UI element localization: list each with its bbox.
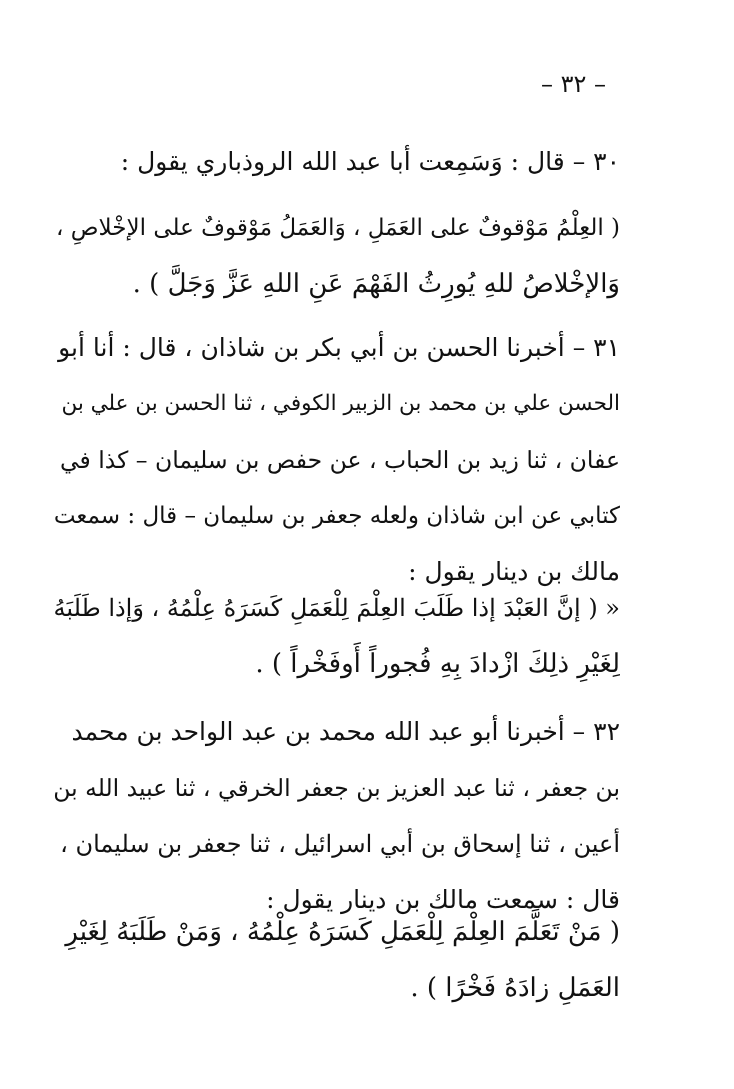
text-line: عفان ، ثنا زيد بن الحباب ، عن حفص بن سليمان – كذا في (59, 446, 620, 474)
text-line: ٣٠ – قال : وَسَمِعت أبا عبد الله الروذباري يقول : (120, 147, 620, 176)
page-number: – ٣٢ – (540, 70, 606, 98)
text-line: ٣١ – أخبرنا الحسن بن أبي بكر بن شاذان ، قال : أنا أبو (58, 333, 620, 362)
quote-32 (52, 904, 620, 1016)
text-line: وَالإخْلاصُ للهِ يُورِثُ الفَهْمَ عَنِ اللهِ عَزَّ وَجَلَّ ) . (132, 269, 620, 299)
text-line: ( مَنْ تَعَلَّمَ العِلْمَ لِلْعَمَلِ كَسَرَهُ عِلْمُهُ ، وَمَنْ طَلَبَهُ لِغَيْرِ (65, 917, 620, 947)
text-line: مالك بن دينار يقول : (408, 557, 620, 586)
text-line: ٣٢ – أخبرنا أبو عبد الله محمد بن عبد الواحد بن محمد (71, 717, 620, 746)
quote-30 (52, 200, 620, 312)
text-line: كتابي عن ابن شاذان ولعله جعفر بن سليمان – قال : سمعت (53, 503, 620, 529)
quote-31 (52, 580, 620, 692)
text-line: العَمَلِ زادَهُ فَخْرًا ) . (410, 973, 620, 1003)
narration-31 (52, 320, 620, 600)
text-line: قال : سمعت مالك بن دينار يقول : (266, 885, 620, 914)
narration-32 (52, 704, 620, 928)
text-line: بن جعفر ، ثنا عبد العزيز بن جعفر الخرقي ، ثنا عبيد الله بن (53, 774, 620, 802)
text-line: أعين ، ثنا إسحاق بن أبي اسرائيل ، ثنا جعفر بن سليمان ، (60, 830, 620, 858)
text-line: لِغَيْرِ ذلِكَ ازْدادَ بِهِ فُجوراً أَوفَخْراً ) . (255, 649, 620, 679)
text-line: ( العِلْمُ مَوْقوفٌ على العَمَلِ ، وَالعَمَلُ مَوْقوفٌ على الإخْلاصِ ، (56, 215, 620, 241)
text-line: الحسن علي بن محمد بن الزبير الكوفي ، ثنا الحسن بن علي بن (61, 391, 620, 416)
narration-30 (52, 134, 620, 190)
text-line: « ( إنَّ العَبْدَ إذا طَلَبَ العِلْمَ لِلْعَمَلِ كَسَرَهُ عِلْمُهُ ، وَإذا طَلَبَهُ (53, 594, 620, 622)
